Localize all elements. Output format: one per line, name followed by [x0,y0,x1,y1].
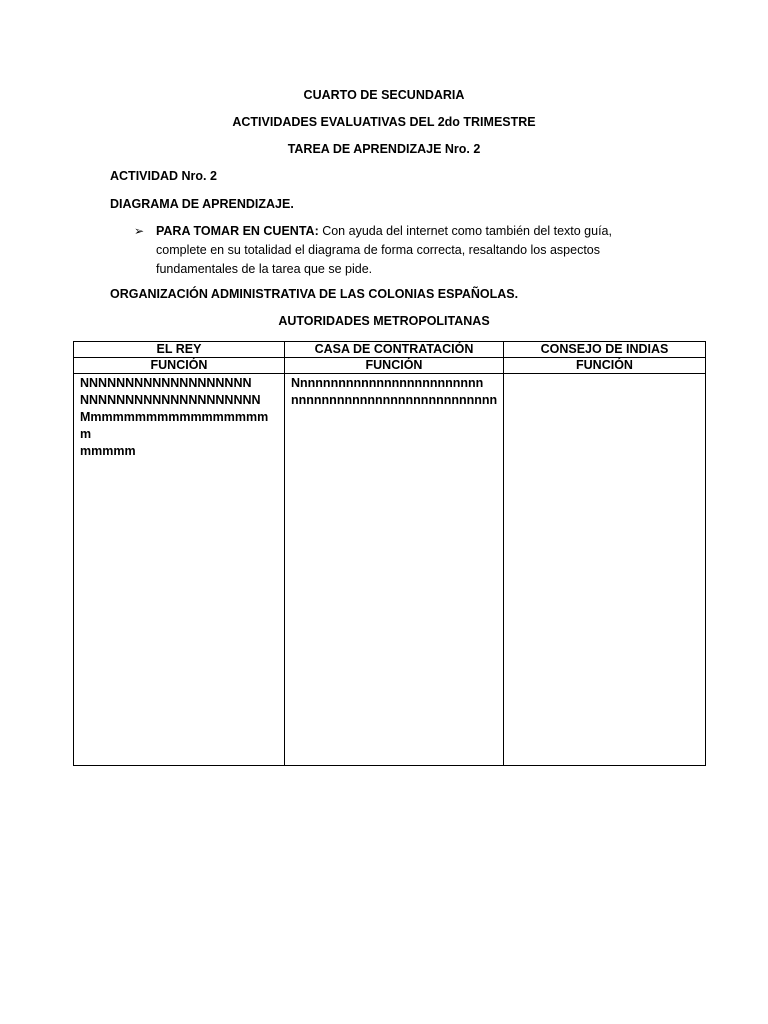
column-header-casa-contratacion: CASA DE CONTRATACIÓN [285,342,504,358]
note-line-3: fundamentales de la tarea que se pide. [156,262,373,276]
cell-text-line: Mmmmmmmmmmmmmmmmm [80,410,269,424]
activity-label: ACTIVIDAD Nro. 2 [110,169,217,183]
note-label: PARA TOMAR EN CUENTA: [156,224,319,238]
grade-heading: CUARTO DE SECUNDARIA [303,88,465,102]
column-header-el-rey: EL REY [74,342,285,358]
task-heading: TAREA DE APRENDIZAJE Nro. 2 [287,142,481,156]
column-header-consejo-indias: CONSEJO DE INDIAS [504,342,706,358]
note-line-1 [156,222,634,241]
cell-el-rey-funcion [74,374,285,766]
cell-consejo-indias-funcion [504,374,706,766]
subheader-funcion-1: FUNCIÓN [74,358,285,374]
table-header-row [74,342,706,358]
subheader-funcion-3: FUNCIÓN [504,358,706,374]
note-line-1-text: Con ayuda del internet como también del texto guía, [318,224,612,238]
arrow-bullet-icon: ➢ [134,224,145,238]
note-line-2: complete en su totalidad el diagrama de forma correcta, resaltando los aspectos [156,243,600,257]
note-text [156,222,634,279]
cell-text-line: mmmmm [80,444,136,458]
subheader-funcion-2: FUNCIÓN [285,358,504,374]
cell-text-line: nnnnnnnnnnnnnnnnnnnnnnnnnnn [291,393,498,407]
cell-casa-contratacion-funcion [285,374,504,766]
cell-text-line: Nnnnnnnnnnnnnnnnnnnnnnnnn [291,376,484,390]
cell-text-line: NNNNNNNNNNNNNNNNNNN [80,376,252,390]
table-row [74,374,706,766]
cell-text-line: NNNNNNNNNNNNNNNNNNNN [80,393,261,407]
authorities-table [73,341,706,766]
subsection-title: AUTORIDADES METROPOLITANAS [278,314,490,328]
table-subheader-row [74,358,706,374]
cell-text-line: m [80,427,92,441]
section-title: ORGANIZACIÓN ADMINISTRATIVA DE LAS COLONIAS ESPAÑOLAS. [110,287,519,301]
diagram-title: DIAGRAMA DE APRENDIZAJE. [110,197,294,211]
activities-heading: ACTIVIDADES EVALUATIVAS DEL 2do TRIMESTRE [232,115,536,129]
